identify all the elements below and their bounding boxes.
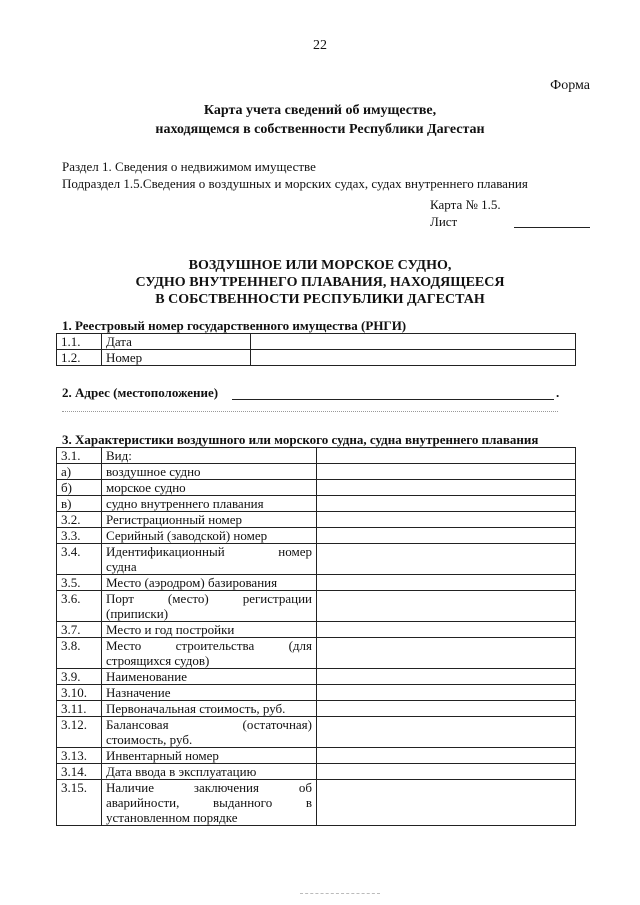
table-row — [57, 780, 576, 826]
sheet-label: Лист — [430, 214, 458, 229]
form-label: Форма — [550, 78, 590, 93]
sheet-blank-line — [514, 227, 590, 228]
table-row — [57, 512, 576, 528]
row-label: Номер — [102, 350, 251, 366]
table-row — [57, 496, 576, 512]
table-row — [57, 748, 576, 764]
section-info — [62, 158, 528, 192]
characteristics-table — [56, 447, 576, 826]
document-title-line-1: Карта учета сведений об имуществе, — [203, 103, 437, 118]
row-label: Первоначальная стоимость, руб. — [102, 701, 317, 717]
main-title-line-3: В СОБСТВЕННОСТИ РЕСПУБЛИКИ ДАГЕСТАН — [155, 292, 485, 307]
document-title — [0, 101, 640, 139]
address-trailing-dot: . — [556, 385, 560, 400]
row-label — [102, 638, 317, 669]
row-label-line: Идентификационный номер — [106, 544, 312, 559]
main-title-line-2: СУДНО ВНУТРЕННЕГО ПЛАВАНИЯ, НАХОДЯЩЕЕСЯ — [135, 275, 505, 290]
value-cell[interactable] — [317, 638, 576, 669]
row-number: 1.2. — [57, 350, 102, 366]
table-row — [57, 622, 576, 638]
value-cell[interactable] — [317, 780, 576, 826]
row-label: Вид: — [102, 448, 317, 464]
scan-artifact-line — [300, 893, 380, 894]
row-label: Назначение — [102, 685, 317, 701]
row-number: 3.6. — [57, 591, 102, 622]
address-blank-line[interactable] — [232, 399, 554, 400]
row-label-line: установленном порядке — [106, 810, 238, 825]
row-number: 3.13. — [57, 748, 102, 764]
row-label — [102, 591, 317, 622]
main-title — [0, 257, 640, 308]
value-cell[interactable] — [317, 685, 576, 701]
row-number: 3.1. — [57, 448, 102, 464]
row-number: 3.2. — [57, 512, 102, 528]
value-cell[interactable] — [317, 701, 576, 717]
row-number: 3.5. — [57, 575, 102, 591]
row-number: б) — [57, 480, 102, 496]
row-label: Серийный (заводской) номер — [102, 528, 317, 544]
section2-heading-text: 2. Адрес (местоположение) — [62, 385, 219, 400]
row-number: 3.10. — [57, 685, 102, 701]
row-label: судно внутреннего плавания — [102, 496, 317, 512]
row-label-line: Балансовая (остаточная) — [106, 717, 312, 732]
row-label-line: (приписки) — [106, 606, 169, 621]
table-row — [57, 701, 576, 717]
value-cell[interactable] — [317, 622, 576, 638]
row-label-line: стоимость, руб. — [106, 732, 193, 747]
row-label — [102, 717, 317, 748]
value-cell[interactable] — [317, 575, 576, 591]
value-cell[interactable] — [317, 496, 576, 512]
row-label-line: аварийности, выданного в — [106, 795, 312, 810]
value-cell[interactable] — [317, 544, 576, 575]
row-label: Дата — [102, 334, 251, 350]
main-title-line-1: ВОЗДУШНОЕ ИЛИ МОРСКОЕ СУДНО, — [188, 258, 452, 273]
row-number: 3.3. — [57, 528, 102, 544]
row-label: воздушное судно — [102, 464, 317, 480]
row-label: Регистрационный номер — [102, 512, 317, 528]
row-number: а) — [57, 464, 102, 480]
row-label: морское судно — [102, 480, 317, 496]
value-cell[interactable] — [317, 480, 576, 496]
section2-heading — [62, 385, 562, 401]
value-cell[interactable] — [317, 748, 576, 764]
address-second-line[interactable] — [62, 411, 558, 412]
row-label-line: Место строительства (для — [106, 638, 312, 653]
row-label — [102, 780, 317, 826]
row-number: 3.7. — [57, 622, 102, 638]
row-number: 3.12. — [57, 717, 102, 748]
row-number: 3.9. — [57, 669, 102, 685]
table-row — [57, 669, 576, 685]
registry-table — [56, 333, 576, 366]
value-cell[interactable] — [251, 334, 576, 350]
table-row — [57, 638, 576, 669]
table-row — [57, 528, 576, 544]
value-cell[interactable] — [317, 528, 576, 544]
row-number: 3.11. — [57, 701, 102, 717]
row-label-line: Наличие заключения об — [106, 780, 312, 795]
table-row — [57, 334, 576, 350]
row-label: Место (аэродром) базирования — [102, 575, 317, 591]
subsection-line: Подраздел 1.5.Сведения о воздушных и морских судах, судах внутреннего плавания — [62, 176, 528, 191]
table-row — [57, 448, 576, 464]
value-cell[interactable] — [317, 764, 576, 780]
row-number: 1.1. — [57, 334, 102, 350]
row-label: Место и год постройки — [102, 622, 317, 638]
card-number: Карта № 1.5. — [430, 197, 501, 212]
row-label: Инвентарный номер — [102, 748, 317, 764]
row-number: 3.15. — [57, 780, 102, 826]
value-cell[interactable] — [317, 669, 576, 685]
table-row — [57, 575, 576, 591]
table-row — [57, 685, 576, 701]
table-row — [57, 350, 576, 366]
card-block — [430, 196, 501, 230]
table-row — [57, 480, 576, 496]
table-row — [57, 717, 576, 748]
table-row — [57, 544, 576, 575]
value-cell[interactable] — [317, 591, 576, 622]
value-cell[interactable] — [251, 350, 576, 366]
value-cell[interactable] — [317, 464, 576, 480]
table-row — [57, 464, 576, 480]
row-number: 3.4. — [57, 544, 102, 575]
document-title-line-2: находящемся в собственности Республики Дагестан — [155, 122, 485, 137]
value-cell[interactable] — [317, 512, 576, 528]
row-number: 3.14. — [57, 764, 102, 780]
value-cell[interactable] — [317, 448, 576, 464]
row-label: Дата ввода в эксплуатацию — [102, 764, 317, 780]
row-label-line: судна — [106, 559, 137, 574]
value-cell[interactable] — [317, 717, 576, 748]
row-label-line: Порт (место) регистрации — [106, 591, 312, 606]
page-number: 22 — [313, 38, 327, 53]
row-label — [102, 544, 317, 575]
table-row — [57, 591, 576, 622]
section3-heading: 3. Характеристики воздушного или морского судна, судна внутреннего плавания — [62, 432, 539, 447]
row-label-line: строящихся судов) — [106, 653, 210, 668]
row-number: 3.8. — [57, 638, 102, 669]
section-line: Раздел 1. Сведения о недвижимом имуществе — [62, 159, 316, 174]
section1-heading: 1. Реестровый номер государственного имущества (РНГИ) — [62, 318, 407, 333]
table-row — [57, 764, 576, 780]
row-label: Наименование — [102, 669, 317, 685]
row-number: в) — [57, 496, 102, 512]
